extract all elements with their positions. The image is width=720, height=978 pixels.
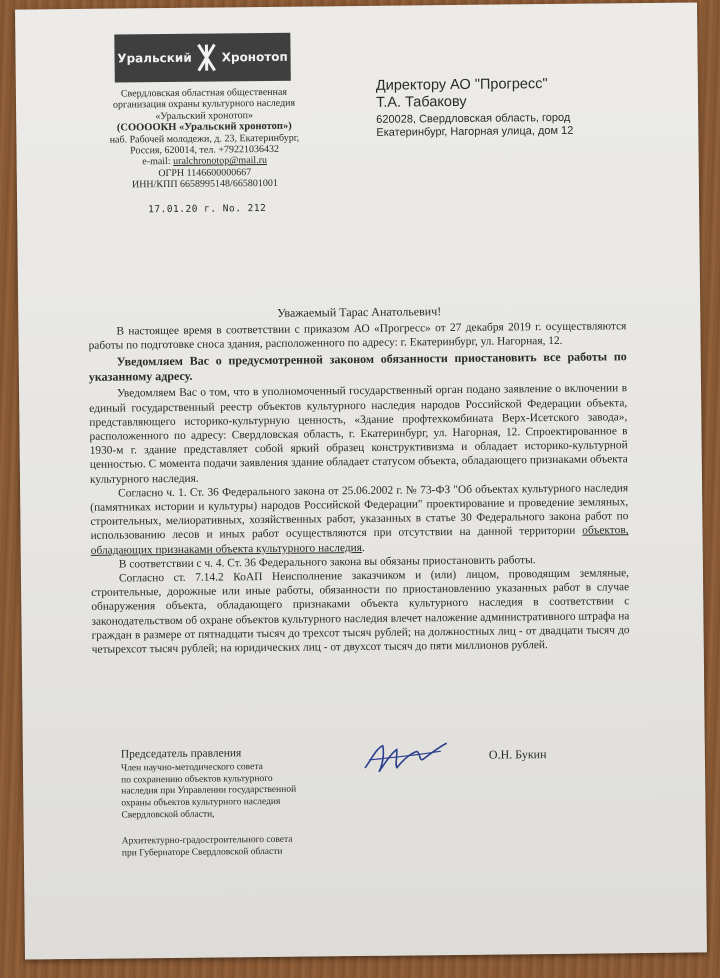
signer-name: О.Н. Букин	[488, 747, 547, 762]
logo-text-right: Хронотоп	[221, 49, 288, 65]
signatory-role-line: Член научно-методического совета	[120, 761, 263, 774]
org-address-phone: Россия, 620014, тел. +79221036432	[130, 143, 279, 157]
letter-sheet	[15, 2, 707, 959]
recipient-block	[376, 75, 617, 140]
org-inn: ИНН/КПП 6658995148/665801001	[131, 178, 278, 191]
signatory-block	[121, 747, 382, 860]
greeting: Уважаемый Тарас Анатольевич!	[277, 304, 442, 320]
org-address: наб. Рабочей молодежи, д. 23, Екатеринбург,	[109, 132, 300, 146]
org-email-link[interactable]: uralchronotop@mail.ru	[173, 155, 268, 168]
recipient-name: Т.А. Табакову	[375, 93, 467, 111]
org-abbreviation: (СОООOКН «Уральский хронотоп»)	[116, 120, 292, 134]
underlined-phrase: объектов, обладающих признаками объекта культурного наследия	[90, 524, 629, 557]
paragraph	[90, 481, 629, 558]
paragraph: Уведомляем Вас о том, что в уполномоченный государственный орган подано заявление о включении в единый государственный реестр объектов культурного наследия народов Российской Федерации объекта, представляющего историко-культурную ценность, «Здание профтехкомбината Верх-Исетского завода», расположенного по адресу: Свердловская область, г. Екатеринбург, ул. Нагорная, 12. Спроектированное в 1930-м г. здание представляет собой яркий образец конструктивизма и обладает историко-культурной ценностью. С момента подачи заявления здание обладает статусом объекта, обладающего признаками объекта культурного наследия.	[89, 382, 628, 486]
paragraph: Согласно ст. 7.14.2 КоАП Неисполнение заказчиком и (или) лицом, проводящим земляные, строительные, дорожные или иные работы, обязанности по приостановлению указанных работ в случае обнаружения объекта, обладающего признаками объекта культурного наследия в соответствии с законодательством об охране объектов культурного наследия влечет наложение административного штрафа на граждан в размере от пятнадцати тысяч до трехсот тысяч рублей; на должностных лиц - от двадцати тысяч до четырехсот тысяч рублей; на юридических лиц - от двухсот тысяч до пяти миллионов рублей.	[91, 567, 630, 656]
org-email-label: e-mail:	[142, 156, 171, 168]
org-name-line: Свердловская областная общественная	[120, 86, 288, 100]
org-name-line: «Уральский хронотоп»	[155, 109, 254, 122]
paragraph-text: Согласно ч. 1. Ст. 36 Федерального закона от 25.06.2002 г. № 73-ФЗ "Об объектах культурного наследия (памятниках истории и культуры) народов Российской Федерации" проектирование и проведение земляных, строительных, мелиоративных, хозяйственных работ, указанных в статье 30 Федерального закона работ по использованию лесов и иных работ осуществляются при отсутствии на данной территории	[90, 482, 629, 543]
paragraph-end: .	[361, 541, 365, 554]
org-ogrn: ОГРН 1146600000667	[158, 166, 252, 179]
paragraph: В соответствии с ч. 4. Ст. 36 Федерального закона вы обязаны приостановить работы.	[118, 554, 536, 571]
signatory-role-line: Архитектурно-градостроительного совета	[121, 834, 293, 847]
registration-number: 17.01.20 г. No. 212	[148, 202, 267, 216]
recipient-position: Директору АО "Прогресс"	[375, 76, 548, 94]
recipient-address: Екатеринбург, Нагорная улица, дом 12	[376, 124, 574, 139]
org-name-line: организация охраны культурного наследия	[112, 98, 296, 111]
logo-text-left: Уральский	[117, 50, 192, 66]
signatory-role-line: охраны объектов культурного наследия	[121, 797, 281, 809]
logo-mark-icon	[196, 42, 218, 72]
signatory-role-line: при Губернаторе Свердловской области	[121, 846, 283, 859]
signatory-role-line: наследия при Управлении государственной	[121, 785, 297, 797]
notice-paragraph: Уведомляем Вас о предусмотренной законом обязанности приостановить все работы по указанному адресу.	[88, 349, 627, 385]
paragraph: В настоящее время в соответствии с приказом АО «Прогресс» от 27 декабря 2019 г. осуществляются работы по подготовке сноса здания, расположенного по адресу: г. Екатеринбург, ул. Нагорная, 12.	[88, 320, 627, 353]
letter-body	[88, 319, 629, 657]
org-letterhead	[86, 86, 323, 191]
handwritten-signature	[361, 737, 449, 778]
signatory-role-line: Свердловской области,	[121, 809, 215, 821]
signatory-title: Председатель правления	[120, 747, 242, 761]
signatory-role-line: по сохранению объектов культурного	[121, 773, 273, 786]
recipient-address: 620028, Свердловская область, город	[376, 111, 571, 126]
org-logo	[114, 33, 290, 83]
